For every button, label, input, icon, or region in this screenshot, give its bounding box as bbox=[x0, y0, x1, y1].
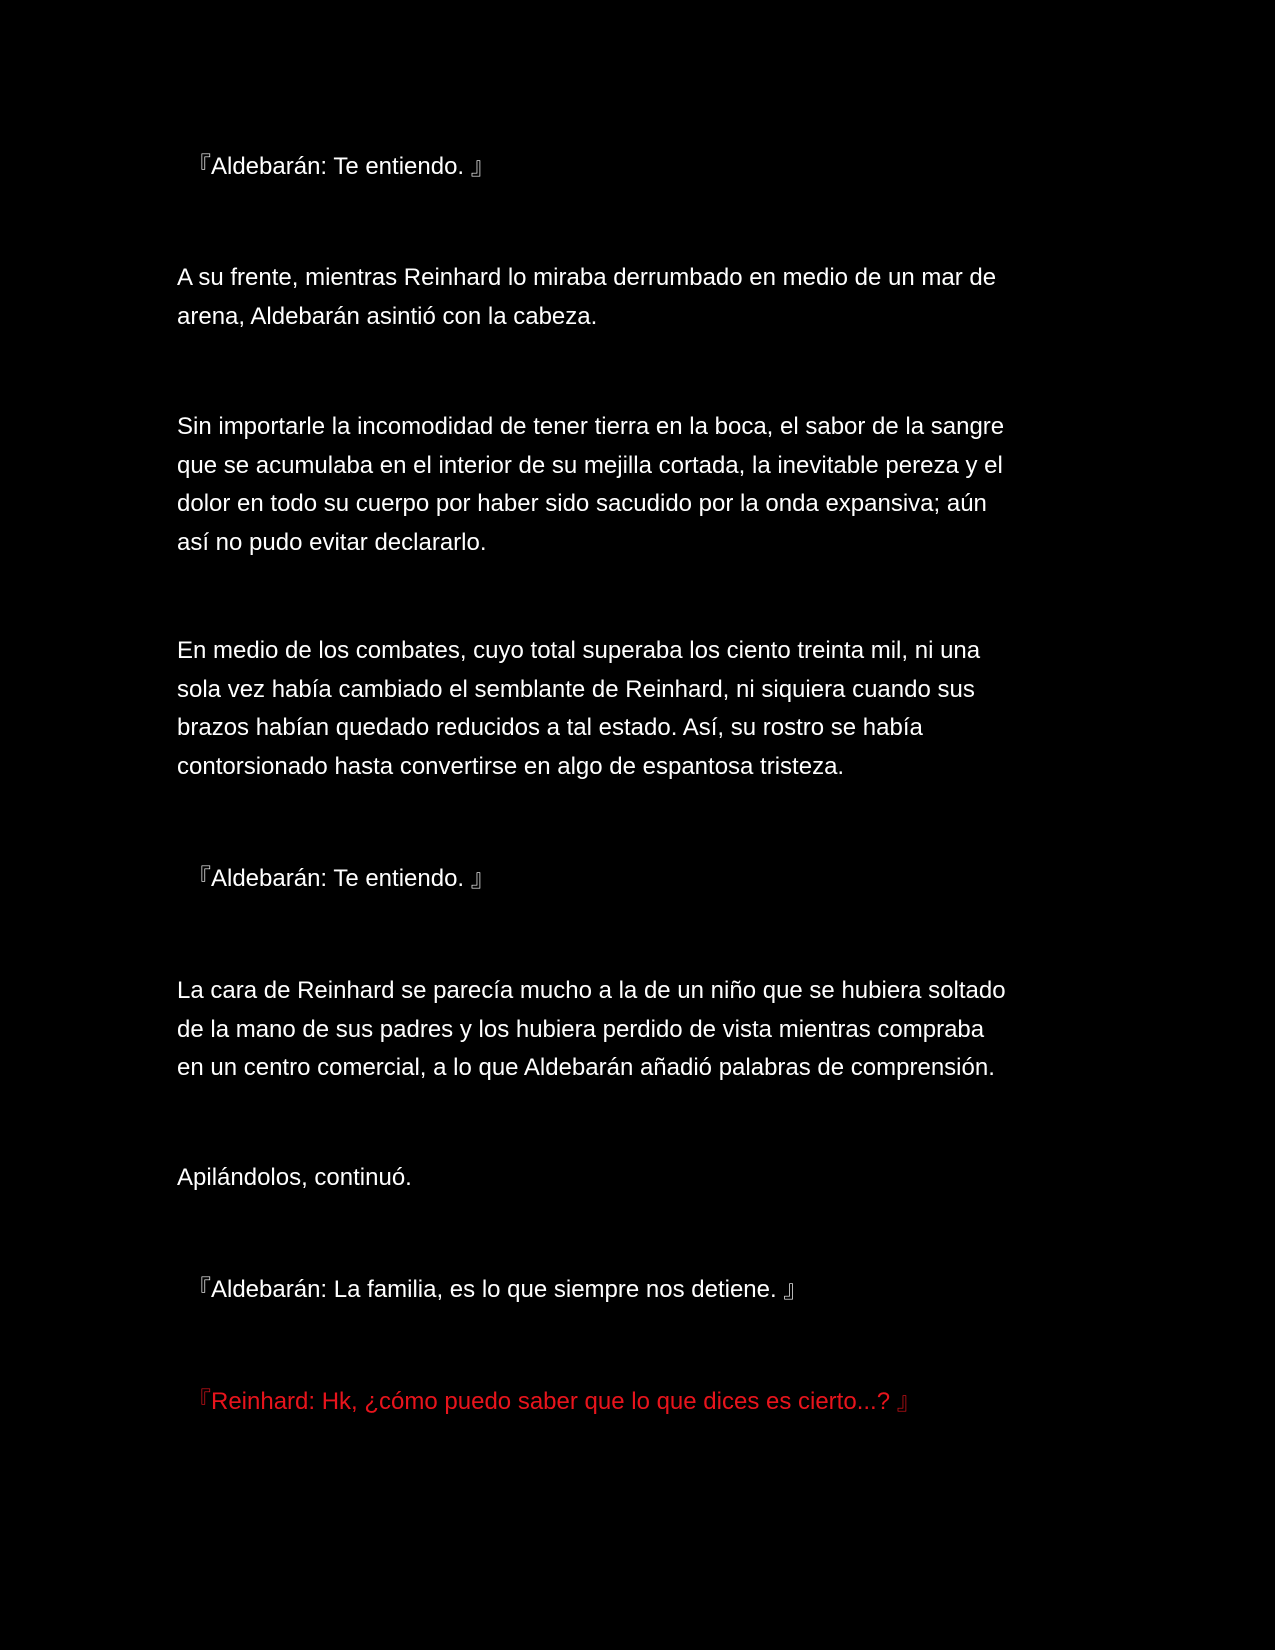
narration-paragraph-4 bbox=[177, 972, 1107, 1088]
text-line: que se acumulaba en el interior de su mejilla cortada, la inevitable pereza y el bbox=[177, 451, 1003, 479]
narration-paragraph-3 bbox=[177, 632, 1107, 786]
narration-paragraph-1 bbox=[177, 259, 1107, 336]
dialogue-aldebaran-3 bbox=[187, 1271, 1117, 1310]
text-line: en un centro comercial, a lo que Aldebarán añadió palabras de comprensión. bbox=[177, 1054, 995, 1081]
text-line: brazos habían quedado reducidos a tal estado. Así, su rostro se había bbox=[177, 714, 923, 741]
text-line: A su frente, mientras Reinhard lo miraba derrumbado en medio de un mar de bbox=[177, 264, 997, 291]
text-line: de la mano de sus padres y los hubiera perdido de vista mientras compraba bbox=[177, 1015, 985, 1043]
text-line: sola vez había cambiado el semblante de Reinhard, ni siquiera cuando sus bbox=[177, 675, 975, 703]
dialogue-reinhard bbox=[187, 1383, 1117, 1422]
text-line: 『Aldebarán: Te entiendo. 』 bbox=[187, 865, 495, 892]
text-line: 『Reinhard: Hk, ¿cómo puedo saber que lo que dices es cierto...? 』 bbox=[187, 1388, 921, 1415]
text-line: La cara de Reinhard se parecía mucho a la de un niño que se hubiera soltado bbox=[177, 977, 1006, 1004]
dialogue-aldebaran-2 bbox=[187, 860, 1117, 899]
narration-paragraph-2 bbox=[177, 408, 1107, 562]
text-line: arena, Aldebarán asintió con la cabeza. bbox=[177, 302, 598, 330]
narration-paragraph-5 bbox=[177, 1159, 1107, 1198]
text-line: dolor en todo su cuerpo por haber sido sacudido por la onda expansiva; aún bbox=[177, 490, 987, 517]
text-line: contorsionado hasta convertirse en algo de espantosa tristeza. bbox=[177, 752, 845, 780]
text-line: 『Aldebarán: Te entiendo. 』 bbox=[187, 153, 495, 180]
text-line: Sin importarle la incomodidad de tener tierra en la boca, el sabor de la sangre bbox=[177, 413, 1005, 440]
text-line: En medio de los combates, cuyo total superaba los ciento treinta mil, ni una bbox=[177, 637, 981, 664]
text-line: Apilándolos, continuó. bbox=[177, 1164, 412, 1191]
text-line: 『Aldebarán: La familia, es lo que siempre nos detiene. 』 bbox=[187, 1276, 808, 1303]
text-line: así no pudo evitar declararlo. bbox=[177, 528, 487, 556]
dialogue-aldebaran-1 bbox=[187, 148, 1117, 187]
